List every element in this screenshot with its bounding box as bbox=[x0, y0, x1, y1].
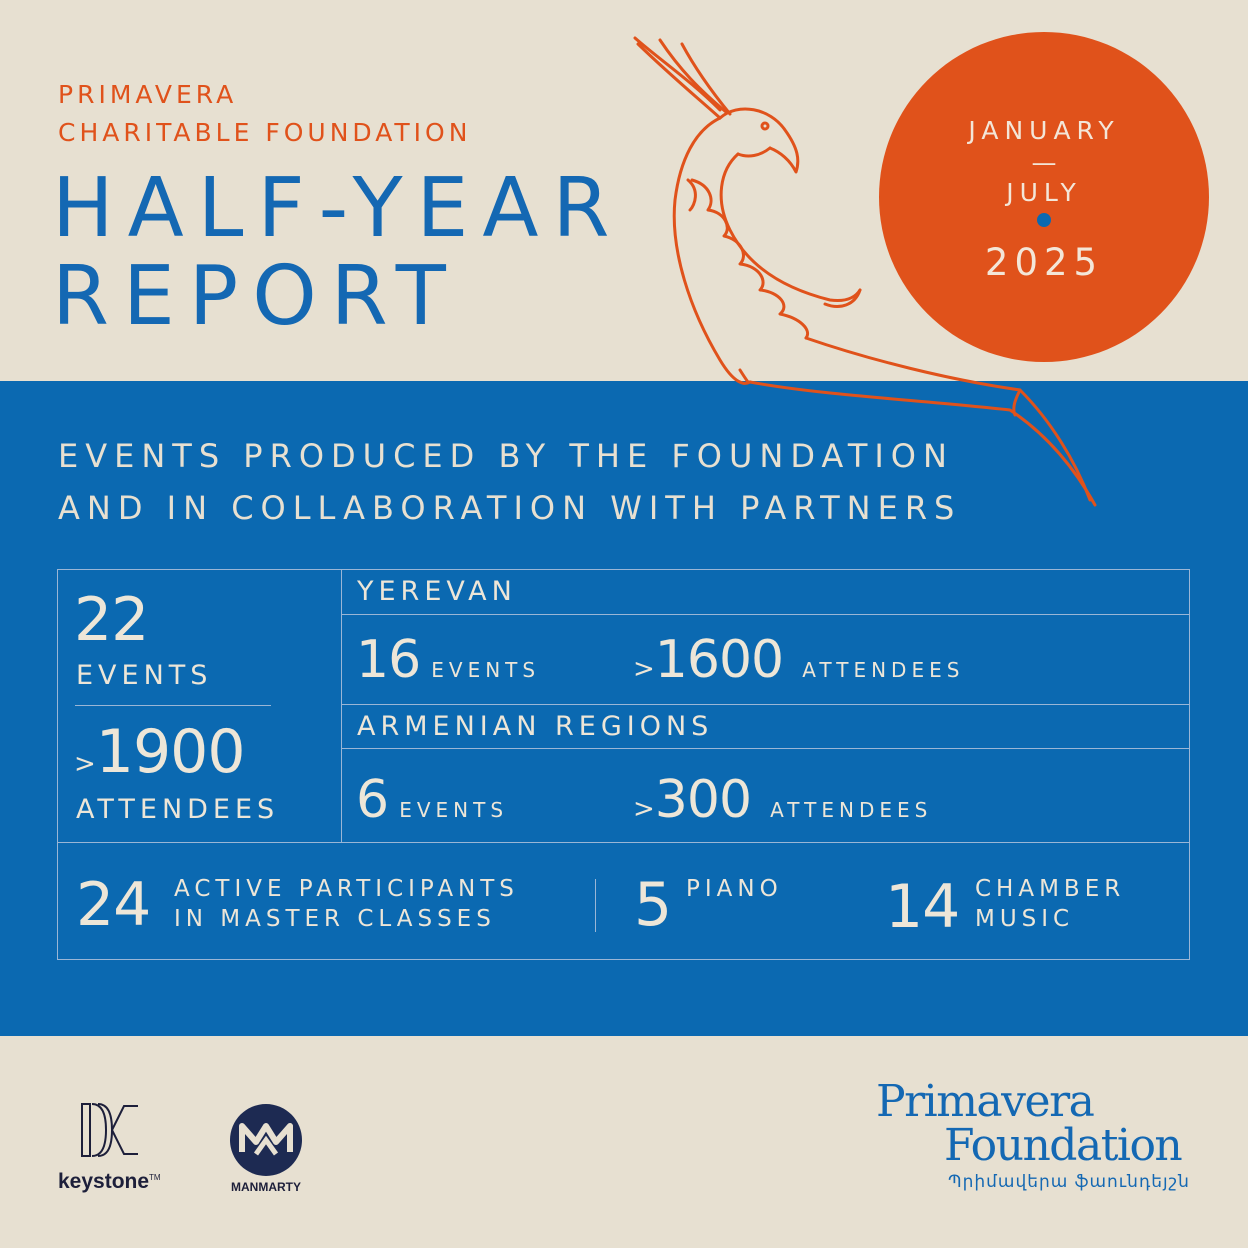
regions-attendees-value: 300 bbox=[654, 770, 752, 830]
keystone-logo-icon bbox=[78, 1100, 142, 1160]
total-events-label: EVENTS bbox=[76, 660, 213, 691]
greater-than-sign: > bbox=[633, 794, 655, 824]
regions-attendees bbox=[633, 770, 933, 830]
table-divider bbox=[341, 704, 1190, 705]
table-divider bbox=[341, 748, 1190, 749]
logo-line2: Foundation bbox=[944, 1120, 1182, 1171]
yerevan-events-label: EVENTS bbox=[431, 658, 541, 682]
greater-than-sign: > bbox=[74, 749, 96, 779]
period-dash: — bbox=[1031, 148, 1057, 177]
chamber-label-line1: CHAMBER bbox=[975, 876, 1126, 902]
org-name-line2: CHARITABLE FOUNDATION bbox=[58, 118, 472, 147]
yerevan-attendees-value: 1600 bbox=[654, 630, 784, 690]
total-attendees bbox=[74, 717, 245, 787]
org-name-line1: PRIMAVERA bbox=[58, 80, 238, 109]
total-attendees-label: ATTENDEES bbox=[76, 794, 280, 825]
piano-value: 5 bbox=[634, 870, 672, 940]
chamber-value: 14 bbox=[885, 872, 960, 942]
row-divider bbox=[595, 879, 596, 932]
keystone-trademark: TM bbox=[149, 1173, 161, 1182]
manmarty-wordmark: MANMARTY bbox=[231, 1180, 301, 1194]
title-line2: REPORT bbox=[52, 249, 460, 344]
regions-events bbox=[356, 770, 509, 830]
keystone-name: keystone bbox=[58, 1170, 150, 1193]
table-divider bbox=[341, 614, 1190, 615]
regions-events-value: 6 bbox=[356, 770, 389, 830]
yerevan-attendees-label: ATTENDEES bbox=[802, 658, 965, 682]
logo-armenian: Պրիմավերա ֆաունդեյշն bbox=[948, 1172, 1190, 1192]
title-line1: HALF-YEAR bbox=[52, 161, 624, 256]
totals-divider bbox=[75, 705, 271, 706]
manmarty-logo-icon bbox=[228, 1102, 304, 1178]
participants-label-line2: IN MASTER CLASSES bbox=[174, 906, 496, 932]
yerevan-title: YEREVAN bbox=[357, 576, 517, 607]
section-heading-line1: EVENTS PRODUCED BY THE FOUNDATION bbox=[58, 437, 954, 475]
yerevan-events bbox=[356, 630, 541, 690]
participants-label-line1: ACTIVE PARTICIPANTS bbox=[174, 876, 519, 902]
table-divider bbox=[57, 842, 1190, 843]
logo-line1: Primavera bbox=[876, 1076, 1094, 1127]
greater-than-sign: > bbox=[633, 654, 655, 684]
piano-label: PIANO bbox=[686, 876, 783, 902]
chamber-label-line2: MUSIC bbox=[975, 906, 1075, 932]
period-end: JULY bbox=[1006, 178, 1082, 207]
regions-events-label: EVENTS bbox=[399, 798, 509, 822]
period-start: JANUARY bbox=[968, 116, 1120, 145]
yerevan-events-value: 16 bbox=[356, 630, 421, 690]
total-attendees-value: 1900 bbox=[95, 717, 245, 787]
section-heading-line2: AND IN COLLABORATION WITH PARTNERS bbox=[58, 489, 962, 527]
regions-title: ARMENIAN REGIONS bbox=[357, 711, 714, 742]
period-badge bbox=[879, 32, 1209, 362]
period-dot bbox=[1037, 213, 1051, 227]
regions-attendees-label: ATTENDEES bbox=[770, 798, 933, 822]
yerevan-attendees bbox=[633, 630, 965, 690]
total-events-value: 22 bbox=[74, 585, 149, 655]
keystone-wordmark bbox=[58, 1170, 161, 1194]
participants-value: 24 bbox=[76, 870, 151, 940]
table-divider-vertical bbox=[341, 569, 342, 842]
period-year: 2025 bbox=[984, 241, 1104, 284]
